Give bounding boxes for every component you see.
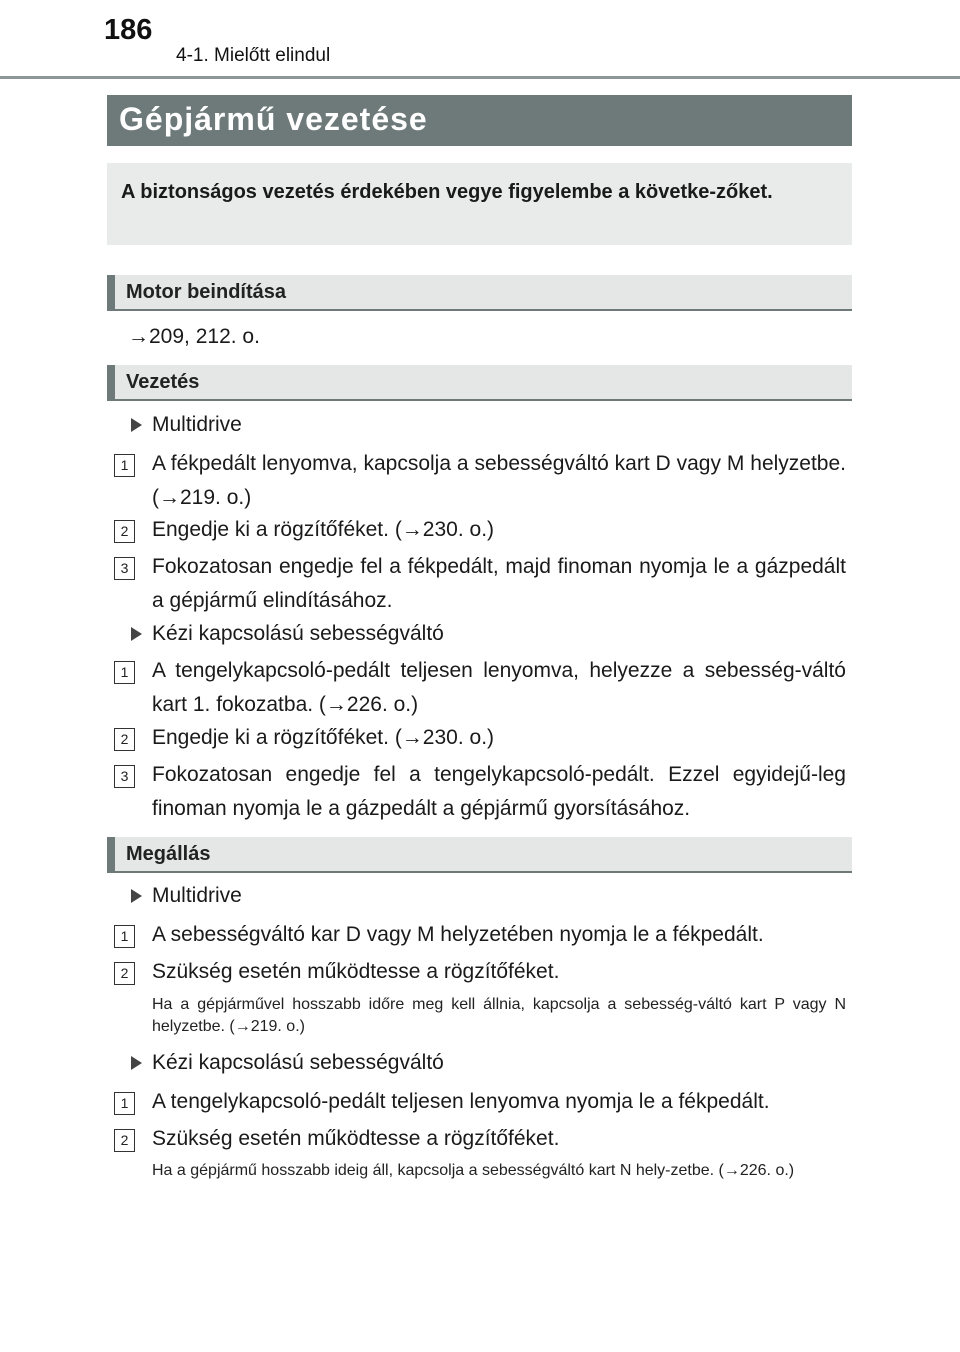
step-number: 3 xyxy=(114,765,135,788)
driving-multidrive-step-2: Engedje ki a rögzítőféket. (→230. o.) xyxy=(152,518,495,541)
step-number: 2 xyxy=(114,962,135,985)
step-number: 1 xyxy=(114,661,135,684)
chapter-title: Gépjármű vezetése xyxy=(119,101,428,137)
driving-heading-label: Vezetés xyxy=(126,371,200,393)
step-number: 1 xyxy=(114,925,135,948)
stopping-multidrive-label: Multidrive xyxy=(152,884,242,907)
chapter-title-bar xyxy=(107,95,852,146)
intro-box xyxy=(107,163,852,245)
driving-heading xyxy=(107,365,852,401)
step-number: 2 xyxy=(114,520,135,543)
driving-manual-step-1: A tengelykapcsoló-pedált teljesen lenyomva, helyezze a sebesség-váltó kart 1. fokozatba. (→226. o.) xyxy=(152,659,846,716)
bullet-triangle-icon xyxy=(131,627,142,641)
stopping-multidrive-step-1: A sebességváltó kar D vagy M helyzetében nyomja le a fékpedált. xyxy=(152,923,764,946)
stopping-multidrive-note: Ha a gépjárművel hosszabb időre meg kell állnia, kapcsolja a sebesség-váltó kart P vagy N helyzetbe. (→219. o.) xyxy=(152,996,846,1035)
driving-manual-step-2: Engedje ki a rögzítőféket. (→230. o.) xyxy=(152,726,495,749)
stopping-heading-label: Megállás xyxy=(126,843,211,865)
stopping-manual-step-1: A tengelykapcsoló-pedált teljesen lenyomva nyomja le a fékpedált. xyxy=(152,1090,770,1113)
stopping-manual-step-2: Szükség esetén működtesse a rögzítőféket. xyxy=(152,1127,560,1150)
page-number: 186 xyxy=(104,14,153,46)
bullet-triangle-icon xyxy=(131,889,142,903)
intro-text: A biztonságos vezetés érdekében vegye figyelembe a követke-zőket. xyxy=(121,181,773,203)
stopping-manual-note: Ha a gépjármű hosszabb ideig áll, kapcsolja a sebességváltó kart N hely-zetbe. (→226. o.) xyxy=(152,1162,795,1179)
step-number: 1 xyxy=(114,1092,135,1115)
step-number: 2 xyxy=(114,1129,135,1152)
header-rule xyxy=(0,76,960,79)
driving-multidrive-step-3: Fokozatosan engedje fel a fékpedált, majd finoman nyomja le a gázpedált a gépjármű elindításához. xyxy=(152,555,846,612)
bullet-triangle-icon xyxy=(131,418,142,432)
engine-heading xyxy=(107,275,852,311)
stopping-manual-label: Kézi kapcsolású sebességváltó xyxy=(152,1051,444,1074)
driving-manual-step-3: Fokozatosan engedje fel a tengelykapcsoló-pedált. Ezzel egyidejű-leg finoman nyomja le a gázpedált a gépjármű gyorsításához. xyxy=(152,763,846,820)
engine-heading-label: Motor beindítása xyxy=(126,281,287,303)
stopping-multidrive-step-2: Szükség esetén működtesse a rögzítőféket. xyxy=(152,960,560,983)
step-number: 2 xyxy=(114,728,135,751)
step-number: 3 xyxy=(114,557,135,580)
driving-multidrive-label: Multidrive xyxy=(152,413,242,436)
driving-manual-label: Kézi kapcsolású sebességváltó xyxy=(152,622,444,645)
stopping-heading xyxy=(107,837,852,873)
step-number: 1 xyxy=(114,454,135,477)
bullet-triangle-icon xyxy=(131,1056,142,1070)
section-title: 4-1. Mielőtt elindul xyxy=(176,45,331,66)
engine-reference: →209, 212. o. xyxy=(128,325,260,348)
driving-multidrive-step-1: A fékpedált lenyomva, kapcsolja a sebességváltó kart D vagy M helyzetbe. (→219. o.) xyxy=(152,452,846,509)
